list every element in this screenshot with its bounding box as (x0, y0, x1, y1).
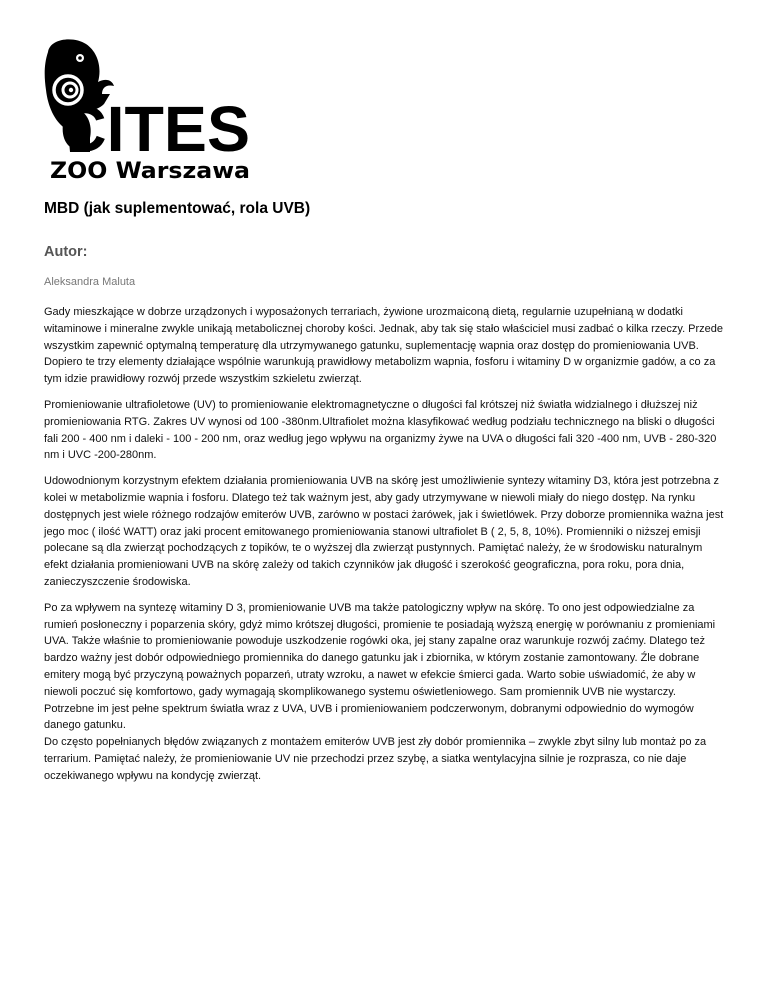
chameleon-logo-icon (40, 34, 270, 184)
author-heading: Autor: (44, 244, 88, 260)
page-title: MBD (jak suplementować, rola UVB) (44, 200, 311, 217)
article-paragraph-4: Po za wpływem na syntezę witaminy D 3, promieniowanie UVB ma także patologiczny wpływ na skórę. To ono jest odpowiedzialne za rumień posłoneczny i poparzenia skóry, gdyż mimo krótszej długości, promienie te posiadają wyższą energię w porównaniu z promieniami UVA. Także właśnie to promieniowanie powoduje uszkodzenie rogówki oka, jej stany zapalne oraz warunkuje rozwój zaćmy. Dlatego też bardzo ważny jest dobór odpowiedniego promiennika do danego gatunku jak i zbiornika, w którym zostanie zamontowany. Źle dobrane emitery mogą być przyczyną poważnych poparzeń, utraty wzroku, a nawet w efekcie śmierci gada. Warto sobie uświadomić, że aby w niewoli poczuć się komfortowo, gady wymagają skomplikowanego systemu oświetleniowego. Sam promiennik UVB nie wystarczy. Potrzebne im jest pełne spektrum światła wraz z UVA, UVB i promieniowaniem podczerwonym, dobranymi odpowiednio do wymogów danego gatunku. Do często popełnianych błędów związanych z montażem emiterów UVB jest zły dobór promiennika – zwykle zbyt silny lub montaż po za terrarium. Pamiętać należy, że promieniowanie UV nie przechodzi przez szybę, a siatka wentylacyjna silnie je rozprasza, co nie daje oczekiwanego wpływu na kondycję zwierząt. (44, 601, 716, 782)
cites-zoo-logo (40, 34, 270, 184)
cites-wordmark: CITES (60, 93, 250, 165)
article-paragraph-3: Udowodnionym korzystnym efektem działania promieniowania UVB na skórę jest umożliwienie syntezy witaminy D3, która jest potrzebna z kolei w metabolizmie wapnia i fosforu. Dlatego też tak ważnym jest, aby gady utrzymywane w niewoli miały do niego dostęp. Na rynku dostępnych jest wiele różnego rodzajów emiterów UVB, zarówno w postaci żarówek, jak i świetlówek. Przy doborze promiennika ważna jest jego moc ( ilość WATT) oraz jaki procent emitowanego promieniowania stanowi ultrafiolet B ( 2, 5, 8, 10%). Promienniki o niższej emisji polecane są dla zwierząt pochodzących z topików, te o wyższej dla zwierząt pustynnych. Pamiętać należy, że w środowisku naturalnym efekt działania promieniowani UVB na skórę zależy od takich czynników jak długość i szerokość geograficzna, pora roku, pora dnia, zanieczyszczenie środowiska. (44, 475, 724, 588)
zoo-warszawa-subtitle: ZOO Warszawa (50, 159, 251, 184)
article-paragraph-2: Promieniowanie ultrafioletowe (UV) to promieniowanie elektromagnetyczne o długości fal krótszej niż światła widzialnego i dłuższej niż promieniowania RTG. Zakres UV wynosi od 100 -380nm.Ultrafiolet można klasyfikować według podziału technicznego na bliski o długości fali 200 - 400 nm i daleki - 100 - 200 nm, oraz według jego wpływu na organizmy żywe na UVA o długości fali 320 -400 nm, UVB - 280-320 nm i UVC -200-280nm. (44, 398, 717, 462)
article-body (44, 304, 726, 794)
author-name: Aleksandra Maluta (44, 276, 136, 288)
article-paragraph-1: Gady mieszkające w dobrze urządzonych i wyposażonych terrariach, żywione urozmaiconą dietą, regularnie uzupełnianą w dodatki witaminowe i mineralne zwykle unikają metabolicznej choroby kości. Jednak, aby tak się stało właściciel musi zadbać o kilka rzeczy. Przede wszystkim zapewnić optymalną temperaturę dla utrzymywanego gatunku, suplementację wapnia oraz dostęp do promieniowania UVB. Dopiero te trzy elementy działające wspólnie warunkują prawidłowy metabolizm wapnia, fosforu i witaminy D w organizmie gadów, a co za tym idzie prawidłowy rozwój przede wszystkim szkieletu zwierząt. (44, 306, 724, 386)
